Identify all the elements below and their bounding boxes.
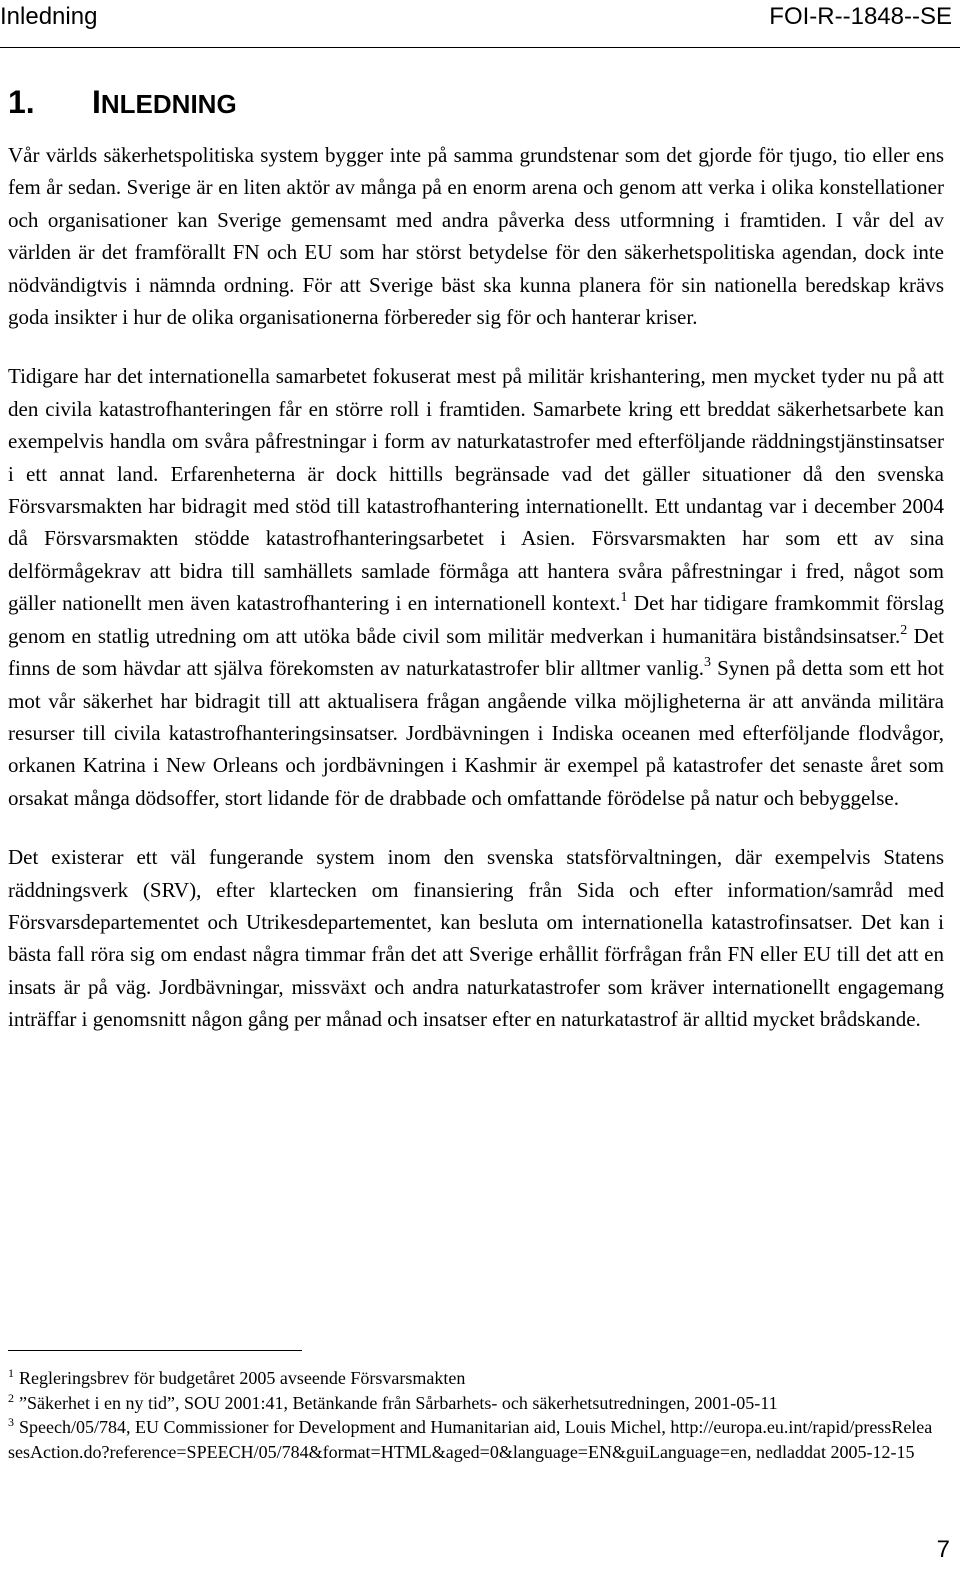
paragraph-2 — [8, 360, 944, 814]
footnote-3 — [8, 1415, 938, 1464]
footnote-ref-2[interactable]: 2 — [900, 622, 908, 638]
footnote-ref-1[interactable]: 1 — [620, 590, 628, 606]
header-report-id: FOI-R--1848--SE — [769, 3, 952, 30]
footnote-2 — [8, 1391, 938, 1416]
chapter-heading — [8, 82, 237, 124]
paragraph-3 — [8, 841, 944, 1035]
footnote-mark: 1 — [8, 1366, 14, 1380]
running-header — [0, 0, 960, 48]
header-section-title: Inledning — [0, 3, 98, 30]
footnote-mark: 2 — [8, 1390, 14, 1405]
footnote-ref-3[interactable]: 3 — [703, 655, 711, 671]
paragraph-text: Vår världs säkerhetspolitiska system bygger inte på samma grundstenar som det gjorde för tjugo, tio eller ens fem år sedan. Sverige är en liten aktör av många på en enorm arena och genom att verka i olika konstellationer och organisationer kan Sverige gemensamt med andra påverka dess utformning i framtiden. I vår del av världen är det framförallt FN och EU som har störst betydelse för den säkerhetspolitiska agendan, dock inte nödvändigtvis i nämnda ordning. För att Sverige bäst ska kunna planera för sin nationella beredskap krävs goda insikter i hur de olika organisationerna förbereder sig för och hanterar kriser. — [8, 143, 944, 330]
chapter-title-initial: I — [92, 84, 101, 120]
paragraph-text: Tidigare har det internationella samarbetet fokuserat mest på militär krishantering, men mycket tyder nu på att den civila katastrofhanteringen får en större roll i framtiden. Samarbete kring ett breddat säkerhetsarbete kan exempelvis handla om svåra påfrestningar i form av naturkatastrofer med efterföljande räddningstjänstinsatser i ett annat land. Erfarenheterna är dock hittills begränsade vad det gäller situationer då den svenska Försvarsmakten har bidragit med stöd till katastrofhantering internationellt. Ett undantag var i december 2004 då Försvarsmakten stödde katastrofhanteringsarbetet i Asien. Försvarsmakten har som ett av sina delförmågekrav att bidra till samhällets samlade förmåga att hantera svåra påfrestningar i fred, något som gäller nationellt men även katastrofhantering i en internationell kontext. — [8, 364, 944, 616]
paragraph-text: Det existerar ett väl fungerande system inom den svenska statsförvaltningen, där exempelvis Statens räddningsverk (SRV), efter klartecken om finansiering från Sida och efter information/samråd med Försvarsdepartementet och Utrikesdepartementet, kan besluta om internationella katastrofinsatser. Det kan i bästa fall röra sig om endast några timmar från det att Sverige erhållit förfrågan från FN eller EU till det att en insats är på väg. Jordbävningar, missväxt och andra naturkatastrofer som kräver internationellt engagemang inträffar i genomsnitt någon gång per månad och insatser efter en naturkatastrof är alltid mycket brådskande. — [8, 845, 944, 1032]
chapter-title-rest: NLEDNING — [100, 89, 237, 119]
chapter-number: 1. — [8, 84, 35, 120]
paragraph-text: Synen på detta som ett hot mot vår säkerhet har bidragit till att aktualisera frågan angående vilka möjligheterna är att använda militära resurser till civila katastrofhanteringsinsatser. Jordbävningen i Indiska oceanen med efterföljande flodvågor, orkanen Katrina i New Orleans och jordbävningen i Kashmir är exempel på katastrofer det senaste året som orsakat många dödsoffer, stort lidande för de drabbade och omfattande förödelse på natur och bebyggelse. — [8, 656, 945, 810]
paragraph-1 — [8, 139, 944, 333]
chapter-title — [92, 84, 237, 120]
footnote-text[interactable]: Speech/05/784, EU Commissioner for Development and Humanitarian aid, Louis Michel, http://europa.eu.int/rapid/pressReleasesAction.do?reference=SPEECH/05/784&format=HTML&aged=0&language=EN&guiLanguage=en, nedladdat 2005-12-15 — [8, 1417, 933, 1462]
footnotes — [8, 1366, 938, 1464]
paragraph-text: Det har tidigare framkommit förslag genom en statlig utredning om att utöka både civil som militär medverkan i humanitära biståndsinsatser. — [8, 591, 944, 648]
footnote-1 — [8, 1366, 938, 1391]
body-text — [8, 139, 944, 1063]
footnote-text: ”Säkerhet i en ny tid”, SOU 2001:41, Betänkande från Sårbarhets- och säkerhetsutredningen, 2001-05-11 — [19, 1392, 778, 1413]
page-number: 7 — [936, 1536, 950, 1563]
footnote-text: Regleringsbrev för budgetåret 2005 avseende Försvarsmakten — [19, 1368, 466, 1388]
paragraph-text: Det finns de som hävdar att själva förekomsten av naturkatastrofer blir alltmer vanlig. — [8, 623, 944, 681]
footnote-divider — [8, 1350, 302, 1351]
footnote-mark: 3 — [8, 1415, 14, 1429]
